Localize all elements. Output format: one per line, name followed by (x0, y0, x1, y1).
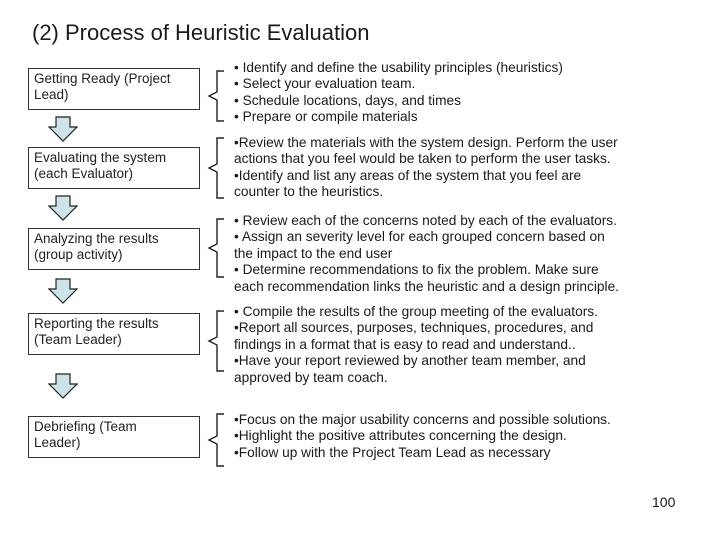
slide-title: (2) Process of Heuristic Evaluation (32, 20, 370, 45)
step-box-debriefing (28, 416, 200, 458)
down-arrow-icon (48, 278, 78, 304)
down-arrow-icon (48, 373, 78, 399)
down-arrow-icon (48, 116, 78, 142)
description-line: • Prepare or compile materials (234, 109, 418, 125)
brace-icon (206, 310, 228, 372)
description-line: the impact to the end user (234, 245, 393, 261)
description-line: •Identify and list any areas of the system that you feel are (234, 167, 582, 183)
step-label-line: (each Evaluator) (34, 166, 134, 181)
step-description-getting-ready (234, 60, 563, 126)
description-line: • Review each of the concerns noted by each of the evaluators. (234, 213, 617, 228)
description-line: actions that you feel would be taken to perform the user tasks. (234, 151, 611, 167)
step-label-line: (group activity) (34, 247, 123, 262)
description-line: •Have your report reviewed by another team member, and (234, 353, 586, 369)
description-line: • Determine recommendations to fix the problem. Make sure (234, 262, 599, 278)
step-box-analyzing (28, 228, 200, 270)
brace-icon (206, 218, 228, 278)
description-line: each recommendation links the heuristic and a design principle. (234, 278, 619, 294)
description-line: • Compile the results of the group meeting of the evaluators. (234, 304, 598, 319)
description-line: •Report all sources, purposes, techniques, procedures, and (234, 320, 594, 336)
step-description-debriefing (234, 412, 611, 461)
brace-icon (206, 137, 228, 199)
description-line: •Highlight the positive attributes concerning the design. (234, 428, 567, 444)
step-label-line: Lead) (34, 87, 69, 102)
step-box-evaluating (28, 147, 200, 189)
description-line: findings in a format that is easy to read and understand.. (234, 336, 576, 352)
down-arrow-icon (48, 195, 78, 221)
step-label-line: Debriefing (Team (34, 419, 137, 434)
step-label-line: Analyzing the results (34, 231, 159, 246)
step-box-reporting (28, 313, 200, 355)
step-label-line: Reporting the results (34, 316, 159, 331)
brace-icon (206, 413, 228, 467)
brace-icon (206, 70, 228, 122)
description-line: • Assign an severity level for each grouped concern based on (234, 229, 605, 245)
description-line: • Select your evaluation team. (234, 76, 416, 92)
description-line: approved by team coach. (234, 369, 388, 385)
step-label-line: (Team Leader) (34, 332, 122, 347)
description-line: •Follow up with the Project Team Lead as necessary (234, 444, 551, 460)
description-line: • Schedule locations, days, and times (234, 92, 461, 108)
step-description-analyzing (234, 213, 619, 295)
step-description-reporting (234, 304, 598, 386)
step-description-evaluating (234, 135, 618, 201)
step-label-line: Leader) (34, 435, 81, 450)
step-label-line: Getting Ready (Project (34, 71, 171, 86)
description-line: counter to the heuristics. (234, 184, 384, 200)
step-box-getting-ready (28, 68, 200, 110)
description-line: • Identify and define the usability principles (heuristics) (234, 60, 563, 75)
description-line: •Review the materials with the system design. Perform the user (234, 135, 618, 150)
description-line: •Focus on the major usability concerns and possible solutions. (234, 412, 611, 427)
step-label-line: Evaluating the system (34, 150, 167, 165)
page-number: 100 (652, 494, 676, 510)
